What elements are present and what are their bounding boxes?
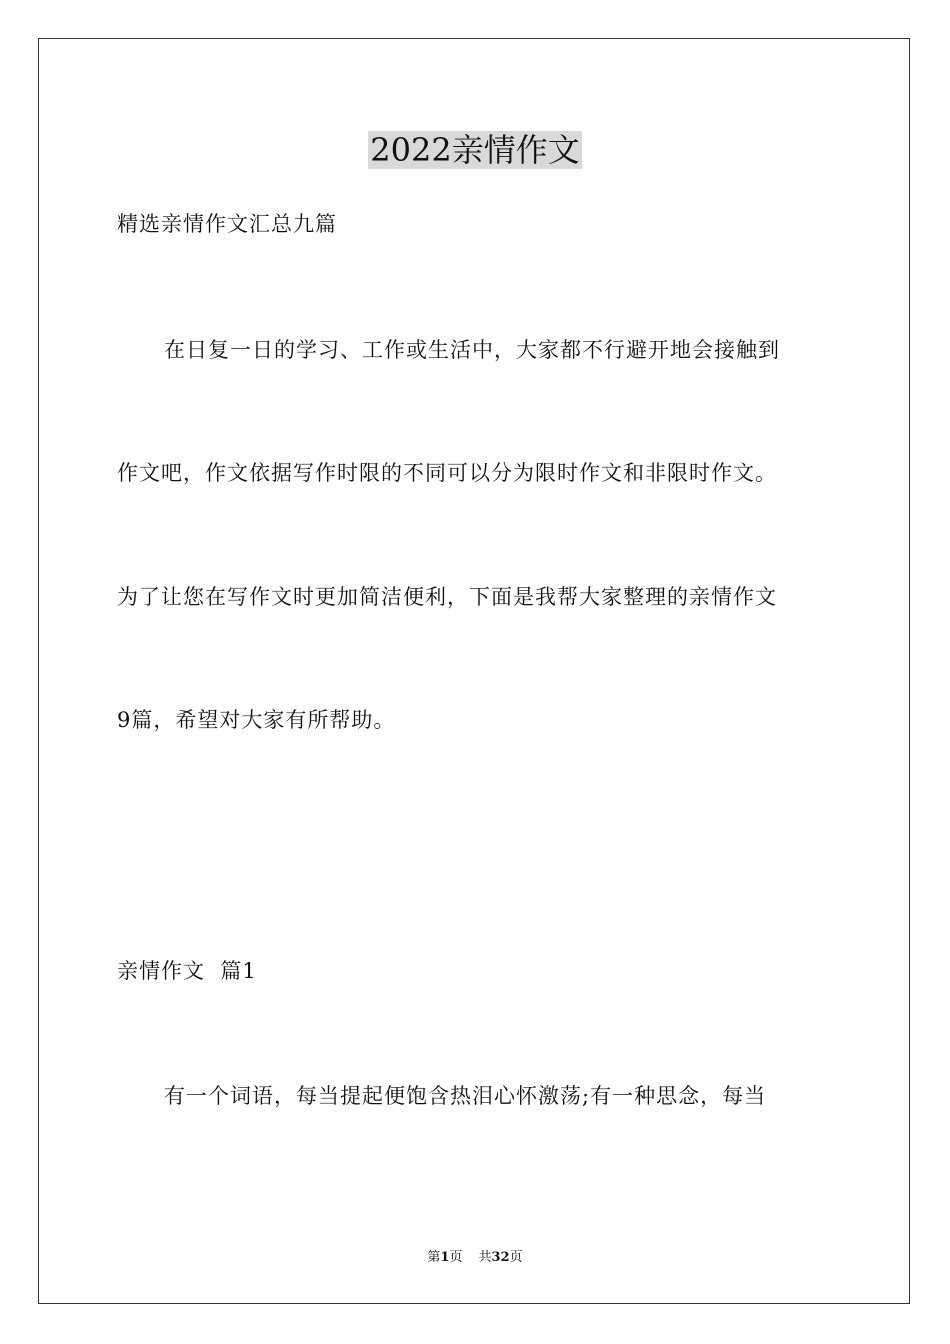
paragraph-line: 在日复一日的学习、工作或生活中，大家都不行避开地会接触到 [164,338,780,362]
document-subtitle: 精选亲情作文汇总九篇 [117,212,337,236]
footer-total-suffix: 页 [509,1250,523,1265]
document-title [0,128,950,172]
paragraph-line: 为了让您在写作文时更加简洁便利，下面是我帮大家整理的亲情作文 [117,585,777,609]
footer-page-suffix: 页 [449,1250,463,1265]
footer-total-pages: 32 [491,1250,510,1265]
paragraph-line: 9篇，希望对大家有所帮助。 [117,708,396,732]
page-footer [0,1249,950,1267]
footer-page-prefix: 第 [427,1250,441,1265]
document-title-text: 2022亲情作文 [370,131,580,169]
paragraph-line: 有一个词语，每当提起便饱含热泪心怀激荡;有一种思念，每当 [164,1084,767,1108]
footer-total-prefix: 共 [478,1250,492,1265]
paragraph-line: 作文吧，作文依据写作时限的不同可以分为限时作文和非限时作文。 [117,461,777,485]
section-heading: 亲情作文 篇1 [117,959,257,983]
footer-page-number: 1 [440,1250,450,1265]
